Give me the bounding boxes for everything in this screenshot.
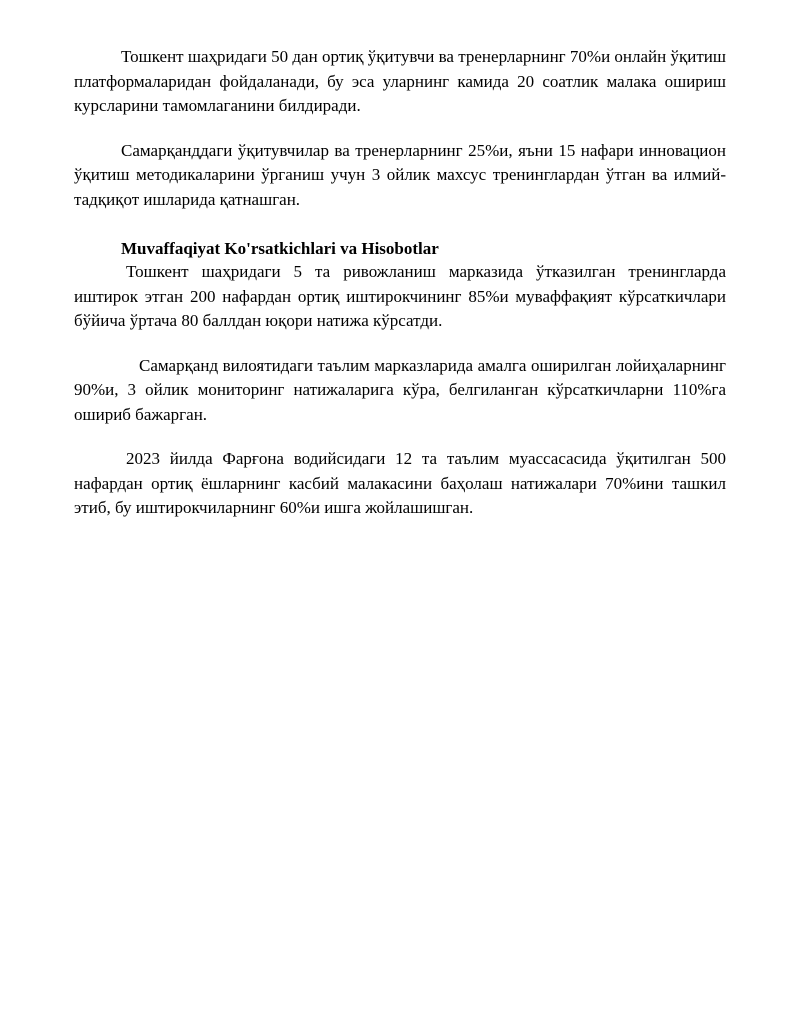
document-body — [74, 45, 726, 521]
paragraph-trainings-tashkent: Тошкент шаҳридаги 5 та ривожланиш марказида ўтказилган тренингларда иштирок этган 200 нафардан ортиқ иштирокчининг 85%и муваффақият кўрсаткичлари бўйича ўртача 80 баллдан юқори натижа кўрсатди. — [74, 262, 726, 330]
section-heading: Muvaffaqiyat Ko'rsatkichlari va Hisobotlar — [121, 239, 439, 258]
paragraph-teachers-tashkent: Тошкент шаҳридаги 50 дан ортиқ ўқитувчи ва тренерларнинг 70%и онлайн ўқитиш платформаларидан фойдаланади, бу эса уларнинг камида 20 соатлик малака ошириш курсларини тамомлаганини билдиради. — [74, 47, 726, 115]
paragraph-teachers-samarkand: Самарқанддаги ўқитувчилар ва тренерларнинг 25%и, яъни 15 нафари инновацион ўқитиш методикаларини ўрганиш учун 3 ойлик махсус тренинглардан ўтган ва илмий-тадқиқот ишларида қатнашган. — [74, 140, 726, 209]
paragraph-youth-fergana: 2023 йилда Фарғона водийсидаги 12 та таълим муассасасида ўқитилган 500 нафардан ортиқ ёшларнинг касбий малакасини баҳолаш натижалари 70%ини ташкил этиб, бу иштирокчиларнинг 60%и ишга жойлашишган. — [74, 449, 726, 517]
paragraph-projects-samarkand: Самарқанд вилоятидаги таълим марказларида амалга оширилган лойиҳаларнинг 90%и, 3 ойлик мониторинг натижаларига кўра, белгиланган кўрсаткичларни 110%га ошириб бажарган. — [74, 355, 726, 424]
